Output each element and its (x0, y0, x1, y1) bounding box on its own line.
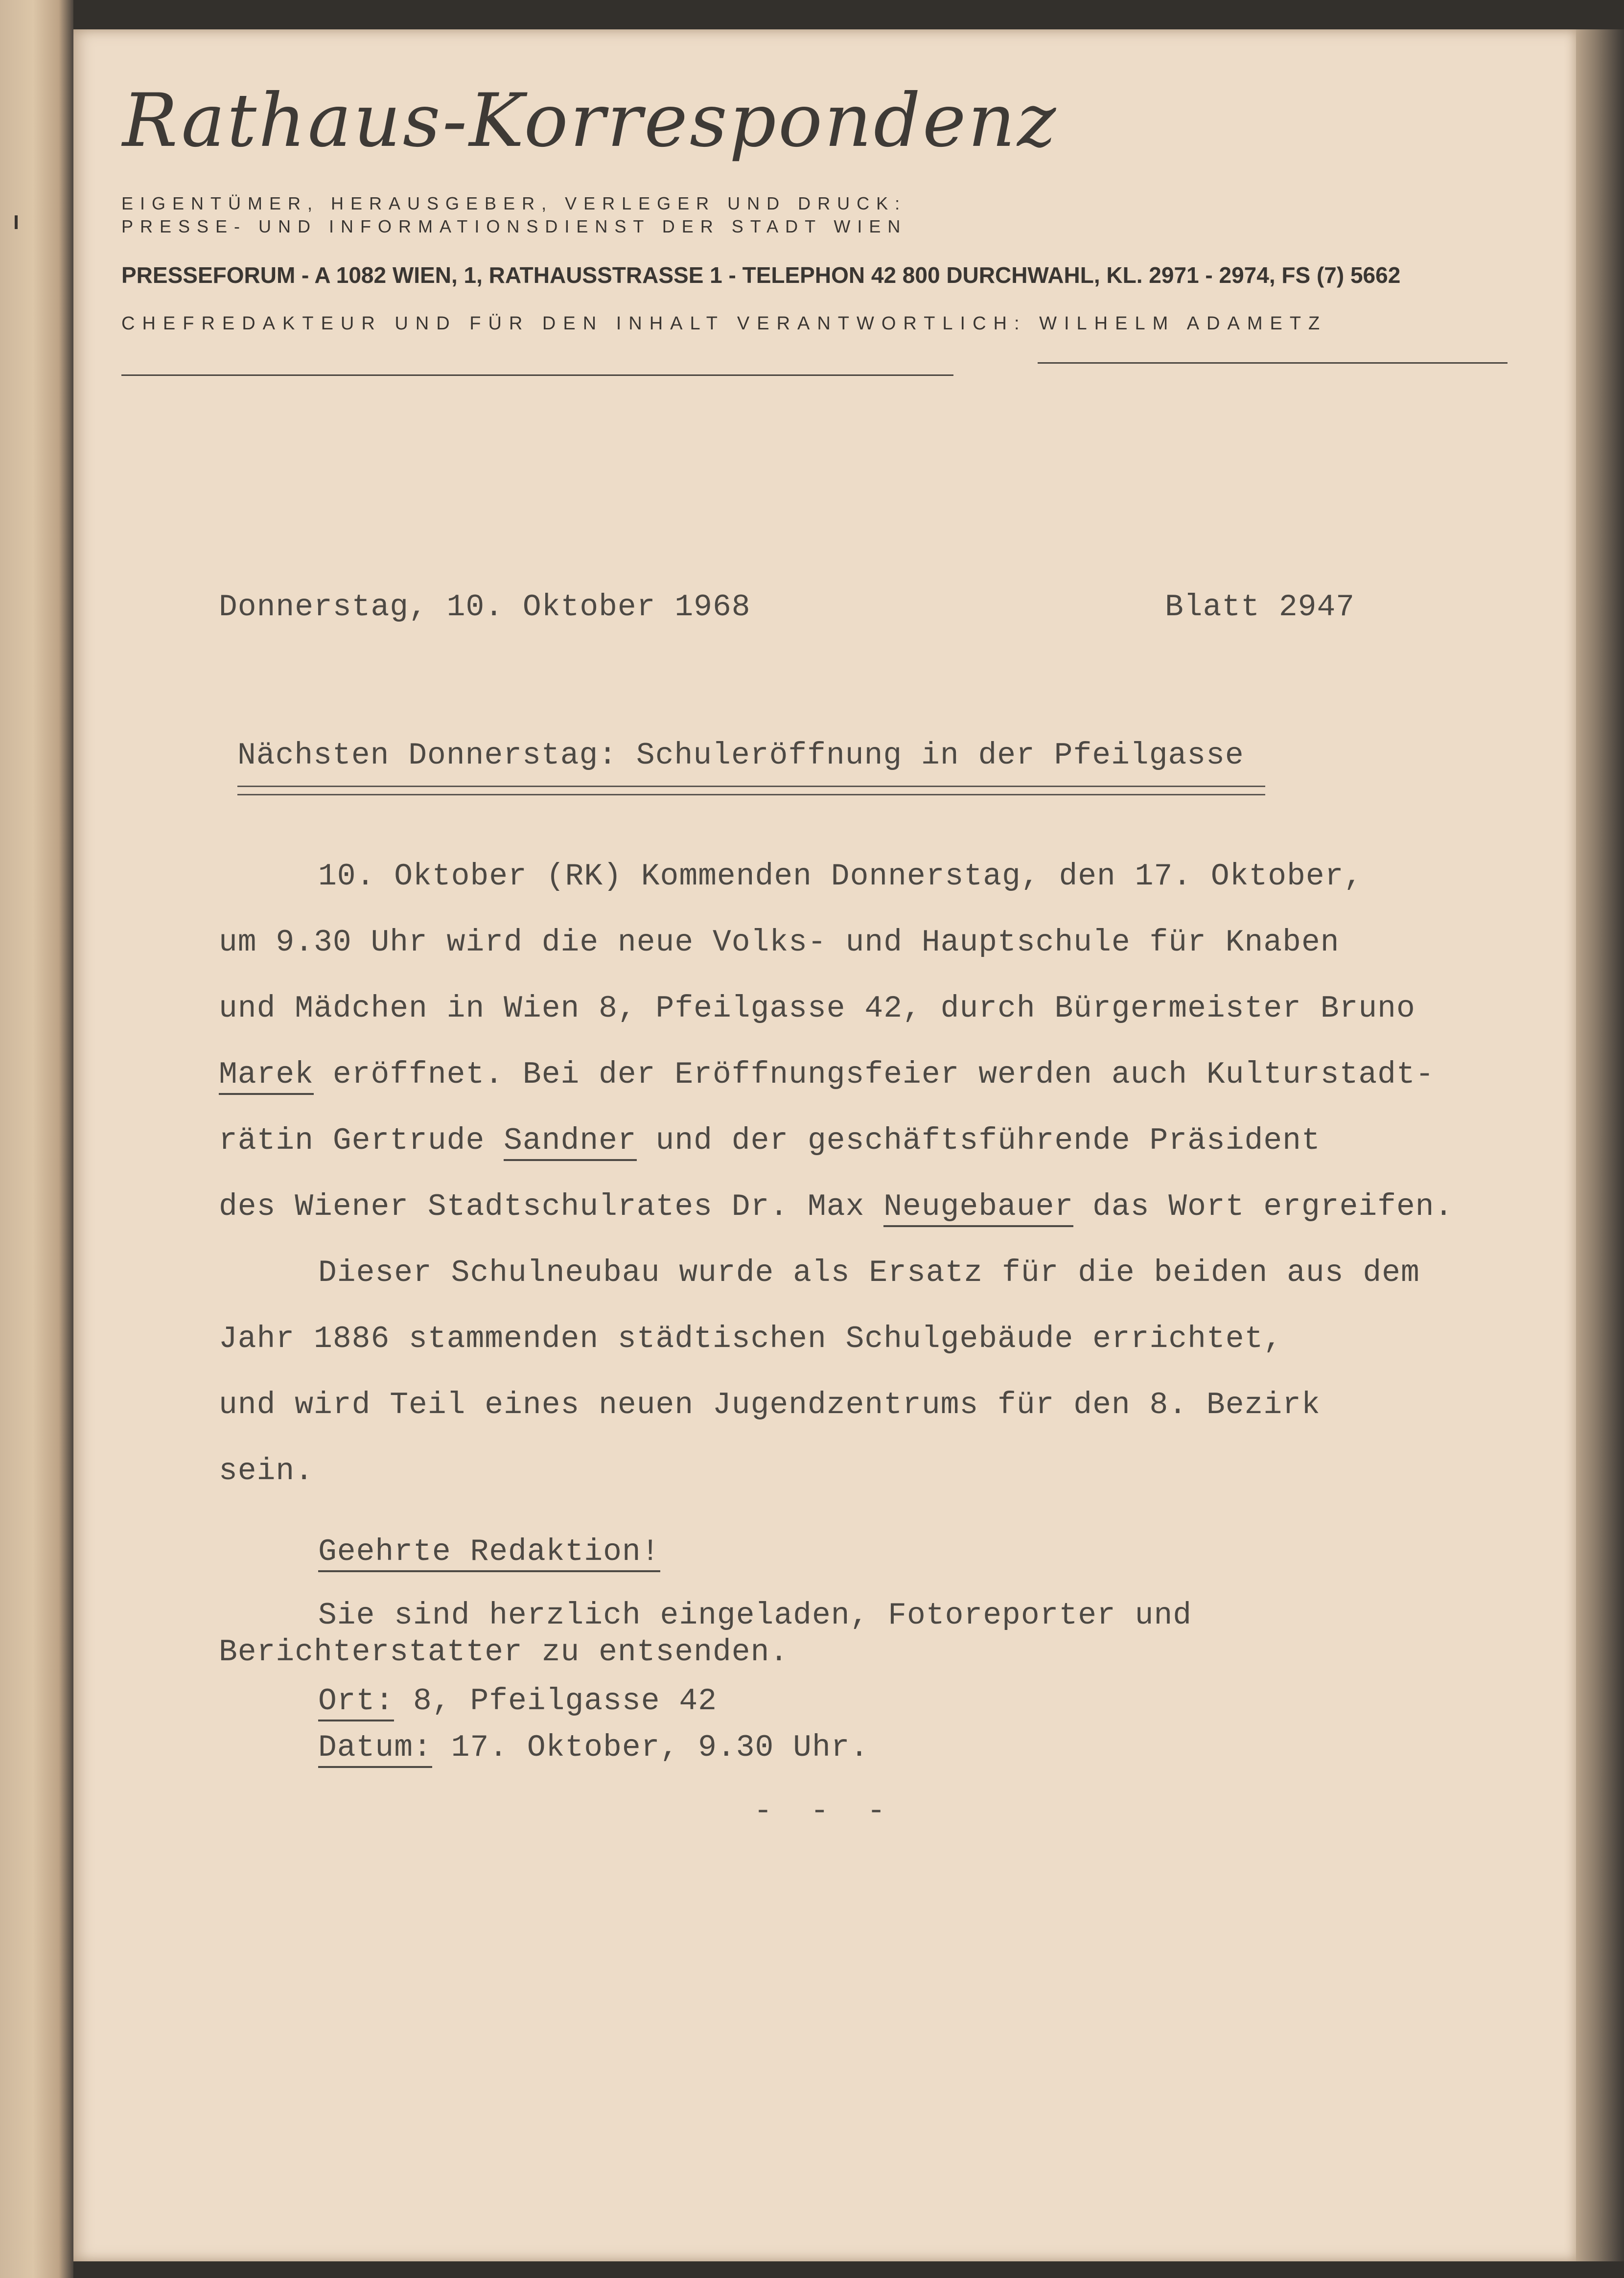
body-line-7: Dieser Schulneubau wurde als Ersatz für die beiden aus dem (318, 1255, 1420, 1290)
name-neugebauer: Neugebauer (883, 1189, 1073, 1227)
letterhead-editor: CHEFREDAKTEUR UND FÜR DEN INHALT VERANTWORTLICH: WILHELM ADAMETZ (121, 313, 1327, 334)
headline-underline (237, 786, 1265, 795)
header-rule-left (121, 374, 953, 376)
body-line-4 (219, 1057, 1435, 1092)
body-line-2: um 9.30 Uhr wird die neue Volks- und Hauptschule für Knaben (219, 925, 1340, 960)
place-label: Ort: (318, 1684, 394, 1721)
dateline: Donnerstag, 10. Oktober 1968 (219, 590, 751, 625)
letterhead-owner: EIGENTÜMER, HERAUSGEBER, VERLEGER UND DRUCK: (121, 193, 907, 213)
date-value: 17. Oktober, 9.30 Uhr. (432, 1730, 869, 1765)
headline: Nächsten Donnerstag: Schuleröffnung in der Pfeilgasse (237, 738, 1244, 773)
salutation-text: Geehrte Redaktion! (318, 1534, 660, 1572)
binding-mark (15, 215, 18, 229)
body-line-5-rest: und der geschäftsführende Präsident (636, 1123, 1321, 1158)
body-line-6-start: des Wiener Stadtschulrates Dr. Max (219, 1189, 884, 1224)
scan-top-border (73, 0, 1624, 29)
page-edge-shadow (1576, 29, 1624, 2261)
masthead-title: Rathaus-Korrespondenz (122, 78, 1058, 163)
letterhead-publisher: PRESSE- UND INFORMATIONSDIENST DER STADT WIEN (121, 216, 907, 236)
body-line-3: und Mädchen in Wien 8, Pfeilgasse 42, durch Bürgermeister Bruno (219, 991, 1415, 1026)
body-line-5-start: rätin Gertrude (219, 1123, 504, 1158)
salutation (318, 1534, 660, 1569)
body-line-6-rest: das Wort ergreifen. (1073, 1189, 1454, 1224)
invite-line-1: Sie sind herzlich eingeladen, Fotoreporter und (318, 1598, 1192, 1633)
date-line (318, 1730, 869, 1765)
header-rule-right (1038, 362, 1508, 364)
date-label: Datum: (318, 1730, 432, 1768)
body-line-10: sein. (219, 1454, 314, 1488)
name-marek: Marek (219, 1057, 314, 1095)
place-line (318, 1684, 717, 1719)
body-line-9: und wird Teil eines neuen Jugendzentrums für den 8. Bezirk (219, 1388, 1321, 1422)
end-mark: - - - (754, 1794, 896, 1829)
body-line-5 (219, 1123, 1321, 1158)
place-value: 8, Pfeilgasse 42 (394, 1684, 717, 1719)
body-line-4-rest: eröffnet. Bei der Eröffnungsfeier werden auch Kulturstadt- (314, 1057, 1435, 1092)
body-line-6 (219, 1189, 1453, 1224)
letterhead-address: PRESSEFORUM - A 1082 WIEN, 1, RATHAUSSTRASSE 1 - TELEPHON 42 800 DURCHWAHL, KL. 2971 - 2974, FS (7) 5662 (121, 262, 1401, 288)
body-line-1: 10. Oktober (RK) Kommenden Donnerstag, den 17. Oktober, (318, 859, 1363, 894)
book-binding (0, 0, 73, 2278)
body-line-8: Jahr 1886 stammenden städtischen Schulgebäude errichtet, (219, 1322, 1283, 1356)
page-reference: Blatt 2947 (1165, 590, 1355, 625)
scan-bottom-border (73, 2261, 1624, 2278)
invite-line-2: Berichterstatter zu entsenden. (219, 1635, 789, 1670)
name-sandner: Sandner (504, 1123, 637, 1161)
